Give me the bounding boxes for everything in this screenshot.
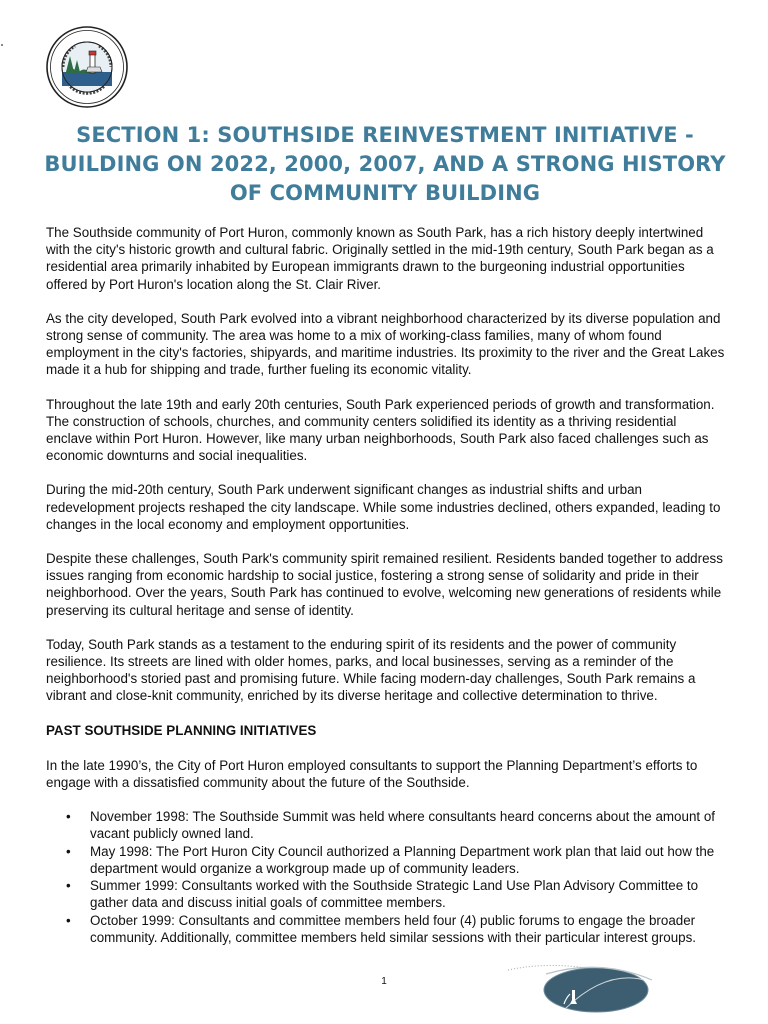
list-item [46, 808, 726, 842]
city-seal-logo [46, 26, 128, 108]
paragraph-3: Throughout the late 19th and early 20th centuries, South Park experienced periods of growth and transformation. The construction of schools, churches, and community centers solidified its identity as a thriving residential enclave within Port Huron. However, like many urban neighborhoods, South Park also faced challenges such as economic downturns and social inequalities. [46, 396, 715, 464]
list-item-text: October 1999: Consultants and committee members held four (4) public forums to engage the broader community. Additionally, committee members held similar sessions with their particular interest groups. [90, 912, 697, 945]
section-heading: PAST SOUTHSIDE PLANNING INITIATIVES [46, 722, 317, 738]
page-title: SECTION 1: SOUTHSIDE REINVESTMENT INITIATIVE - BUILDING ON 2022, 2000, 2007, AND A STRONG HISTORY OF COMMUNITY BUILDING [44, 123, 726, 205]
list-item [46, 877, 726, 911]
list-item-text: November 1998: The Southside Summit was held where consultants heard concerns about the amount of vacant publicly owned land. [90, 809, 716, 842]
page-number: 1 [381, 976, 387, 987]
list-item-text: Summer 1999: Consultants worked with the Southside Strategic Land Use Plan Advisory Committee to gather data and discuss initial goals of committee members. [90, 878, 699, 911]
bullet-icon: • [66, 843, 71, 859]
list-item [46, 912, 726, 946]
paragraph-2: As the city developed, South Park evolved into a vibrant neighborhood characterized by its diverse population and strong sense of community. The area was home to a mix of working-class families, many of whom found employment in the city's factories, shipyards, and maritime industries. Its proximity to the river and the Great Lakes made it a hub for shipping and trade, further fueling its economic vitality. [46, 310, 725, 378]
paragraph-6: Today, South Park stands as a testament to the enduring spirit of its residents and the power of community resilience. Its streets are lined with older homes, parks, and local businesses, serving as a reminder of the neighborhood's storied past and promising future. While facing modern-day challenges, South Park remains a vibrant and close-knit community, enriched by its diverse heritage and collective determination to thrive. [46, 636, 696, 704]
bullet-icon: • [66, 809, 71, 825]
paragraph-1: The Southside community of Port Huron, commonly known as South Park, has a rich history deeply intertwined with the city's historic growth and cultural fabric. Originally settled in the mid-19th century, South Park began as a residential area primarily inhabited by European immigrants drawn to the burgeoning industrial opportunities offered by Port Huron's location along the St. Clair River. [46, 225, 714, 292]
bullet-list [46, 808, 726, 946]
document-body [46, 224, 726, 946]
list-item [46, 843, 726, 877]
list-item-text: May 1998: The Port Huron City Council authorized a Planning Department work plan that laid out how the department would organize a workgroup made up of community leaders. [90, 843, 715, 876]
paragraph-4: During the mid-20th century, South Park underwent significant changes as industrial shifts and urban redevelopment projects reshaped the city landscape. While some industries declined, others expanded, leading to changes in the local economy and employment opportunities. [46, 482, 721, 532]
bullet-icon: • [66, 878, 71, 894]
paragraph-5: Despite these challenges, South Park's community spirit remained resilient. Residents banded together to address issues ranging from economic hardship to social justice, fostering a strong sense of solidarity and pride in their neighborhood. Over the years, South Park has continued to evolve, welcoming new generations of residents while preserving its cultural heritage and sense of identity. [46, 551, 723, 618]
intro-paragraph: In the late 1990’s, the City of Port Huron employed consultants to support the Planning Department’s efforts to engage with a dissatisfied community about the future of the Southside. [46, 757, 698, 791]
corner-mark [1, 44, 3, 46]
footer-logo [506, 960, 656, 1016]
bullet-icon: • [66, 912, 71, 928]
